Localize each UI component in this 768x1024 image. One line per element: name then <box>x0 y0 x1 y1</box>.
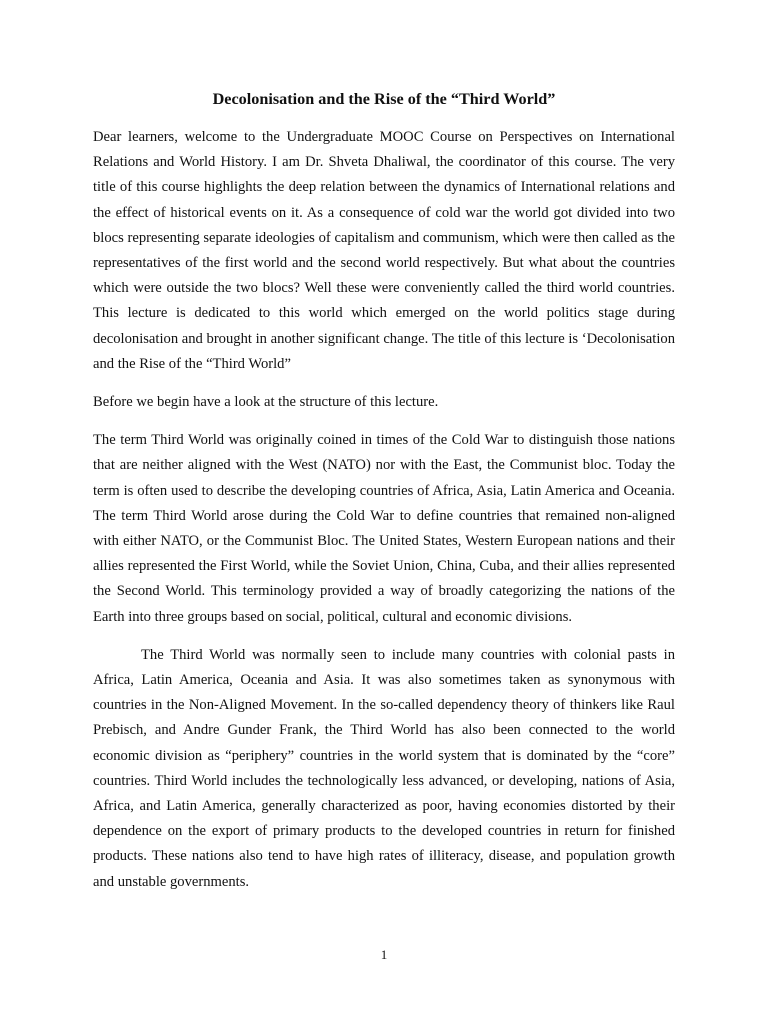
document-body <box>93 125 675 908</box>
paragraph-structure-note: Before we begin have a look at the structure of this lecture. <box>93 394 439 411</box>
page-number: 1 <box>380 947 388 962</box>
page-title: Decolonisation and the Rise of the “Third World” <box>212 90 556 108</box>
paragraph-third-world-description: The Third World was normally seen to include many countries with colonial pasts in Africa, Latin America, Oceania and Asia. It was also sometimes taken as synonymous with countries in the Non-Aligned Movement. In the so-called dependency theory of thinkers like Raul Prebisch, and Andre Gunder Frank, the Third World has also been connected to the world economic division as “periphery” countries in the world system that is dominated by the “core” countries. Third World includes the technologically less advanced, or developing, nations of Asia, Africa, and Latin America, generally characterized as poor, having economies distorted by their dependence on the export of primary products to the developed countries in return for finished products. These nations also tend to have high rates of illiteracy, disease, and population growth and unstable governments. <box>93 646 675 890</box>
paragraph-introduction: Dear learners, welcome to the Undergraduate MOOC Course on Perspectives on International Relations and World History. I am Dr. Shveta Dhaliwal, the coordinator of this course. The very title of this course highlights the deep relation between the dynamics of International relations and the effect of historical events on it. As a consequence of cold war the world got divided into two blocs representing separate ideologies of capitalism and communism, which were then called as the representatives of the first world and the second world respectively. But what about the countries which were outside the two blocs? Well these were conveniently called the third world countries. This lecture is dedicated to this world which emerged on the world politics stage during decolonisation and brought in another significant change. The title of this lecture is ‘Decolonisation and the Rise of the “Third World” <box>93 129 675 372</box>
paragraph-term-origin: The term Third World was originally coined in times of the Cold War to distinguish those nations that are neither aligned with the West (NATO) nor with the East, the Communist bloc. Today the term is often used to describe the developing countries of Africa, Asia, Latin America and Oceania. The term Third World arose during the Cold War to define countries that remained non-aligned with either NATO, or the Communist Bloc. The United States, Western European nations and their allies represented the First World, while the Soviet Union, China, Cuba, and their allies represented the Second World. This terminology provided a way of broadly categorizing the nations of the Earth into three groups based on social, political, cultural and economic divisions. <box>93 432 675 625</box>
